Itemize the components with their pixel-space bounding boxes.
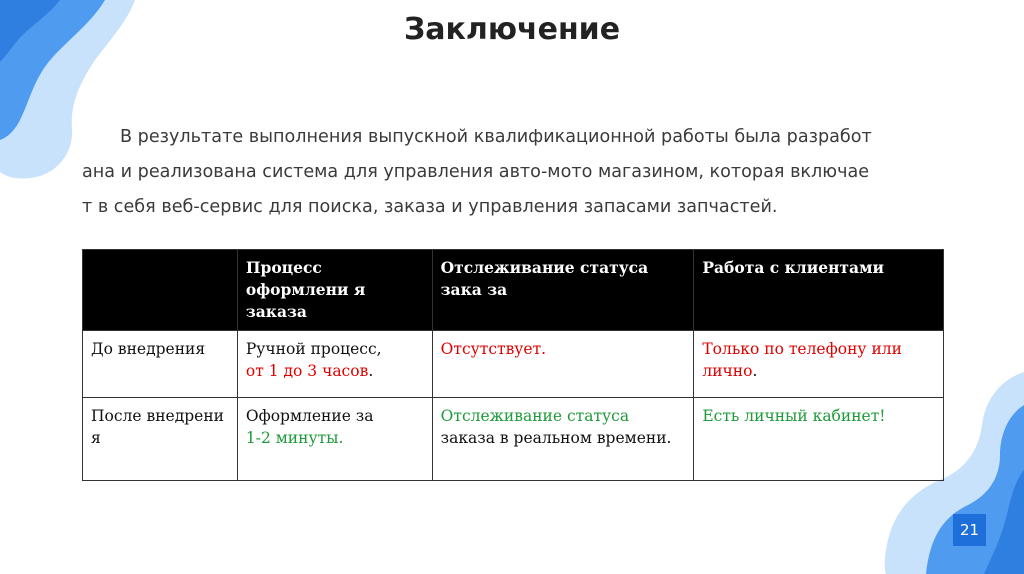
cell-text: Ручной процесс, bbox=[245, 340, 382, 358]
cell-client-work-before bbox=[694, 331, 944, 398]
cell-text: заказа в реальном времени. bbox=[440, 429, 672, 447]
cell-text-negative: от 1 до 3 часов bbox=[245, 362, 369, 380]
conclusion-paragraph bbox=[82, 120, 944, 225]
paragraph-line: т в себя веб-сервис для поиска, заказа и управления запасами запчастей. bbox=[82, 197, 778, 217]
table-header-row bbox=[83, 250, 944, 331]
cell-text-positive: Отслеживание статуса bbox=[440, 407, 630, 425]
paragraph-line: В результате выполнения выпускной квалификационной работы была разработ bbox=[120, 127, 872, 147]
cell-order-process-after bbox=[237, 398, 432, 481]
row-label-before: До внедрения bbox=[83, 331, 238, 398]
cell-text-negative: Только по телефону или лично bbox=[702, 340, 902, 380]
page-number-badge: 21 bbox=[953, 514, 986, 546]
cell-text: . bbox=[752, 362, 758, 380]
cell-order-process-before bbox=[237, 331, 432, 398]
table-row bbox=[83, 331, 944, 398]
paragraph-line: ана и реализована система для управления авто-мото магазином, которая включае bbox=[82, 162, 870, 182]
cell-text: . bbox=[368, 362, 374, 380]
cell-text: Оформление за bbox=[245, 407, 374, 425]
header-cell-status-tracking: Отслеживание статуса зака за bbox=[432, 250, 694, 331]
header-cell-empty bbox=[83, 250, 238, 331]
table-row bbox=[83, 398, 944, 481]
cell-client-work-after bbox=[694, 398, 944, 481]
slide-title: Заключение bbox=[403, 12, 621, 47]
row-label-after: После внедрени я bbox=[83, 398, 238, 481]
cell-text-positive: 1-2 минуты. bbox=[245, 429, 344, 447]
header-cell-client-work: Работа с клиентами bbox=[694, 250, 944, 331]
cell-text-negative: Отсутствует. bbox=[440, 340, 547, 358]
header-cell-order-process: Процесс оформлени я заказа bbox=[237, 250, 432, 331]
cell-status-tracking-after bbox=[432, 398, 694, 481]
cell-text-positive: Есть личный кабинет! bbox=[702, 407, 886, 425]
cell-status-tracking-before bbox=[432, 331, 694, 398]
comparison-table bbox=[82, 249, 944, 481]
